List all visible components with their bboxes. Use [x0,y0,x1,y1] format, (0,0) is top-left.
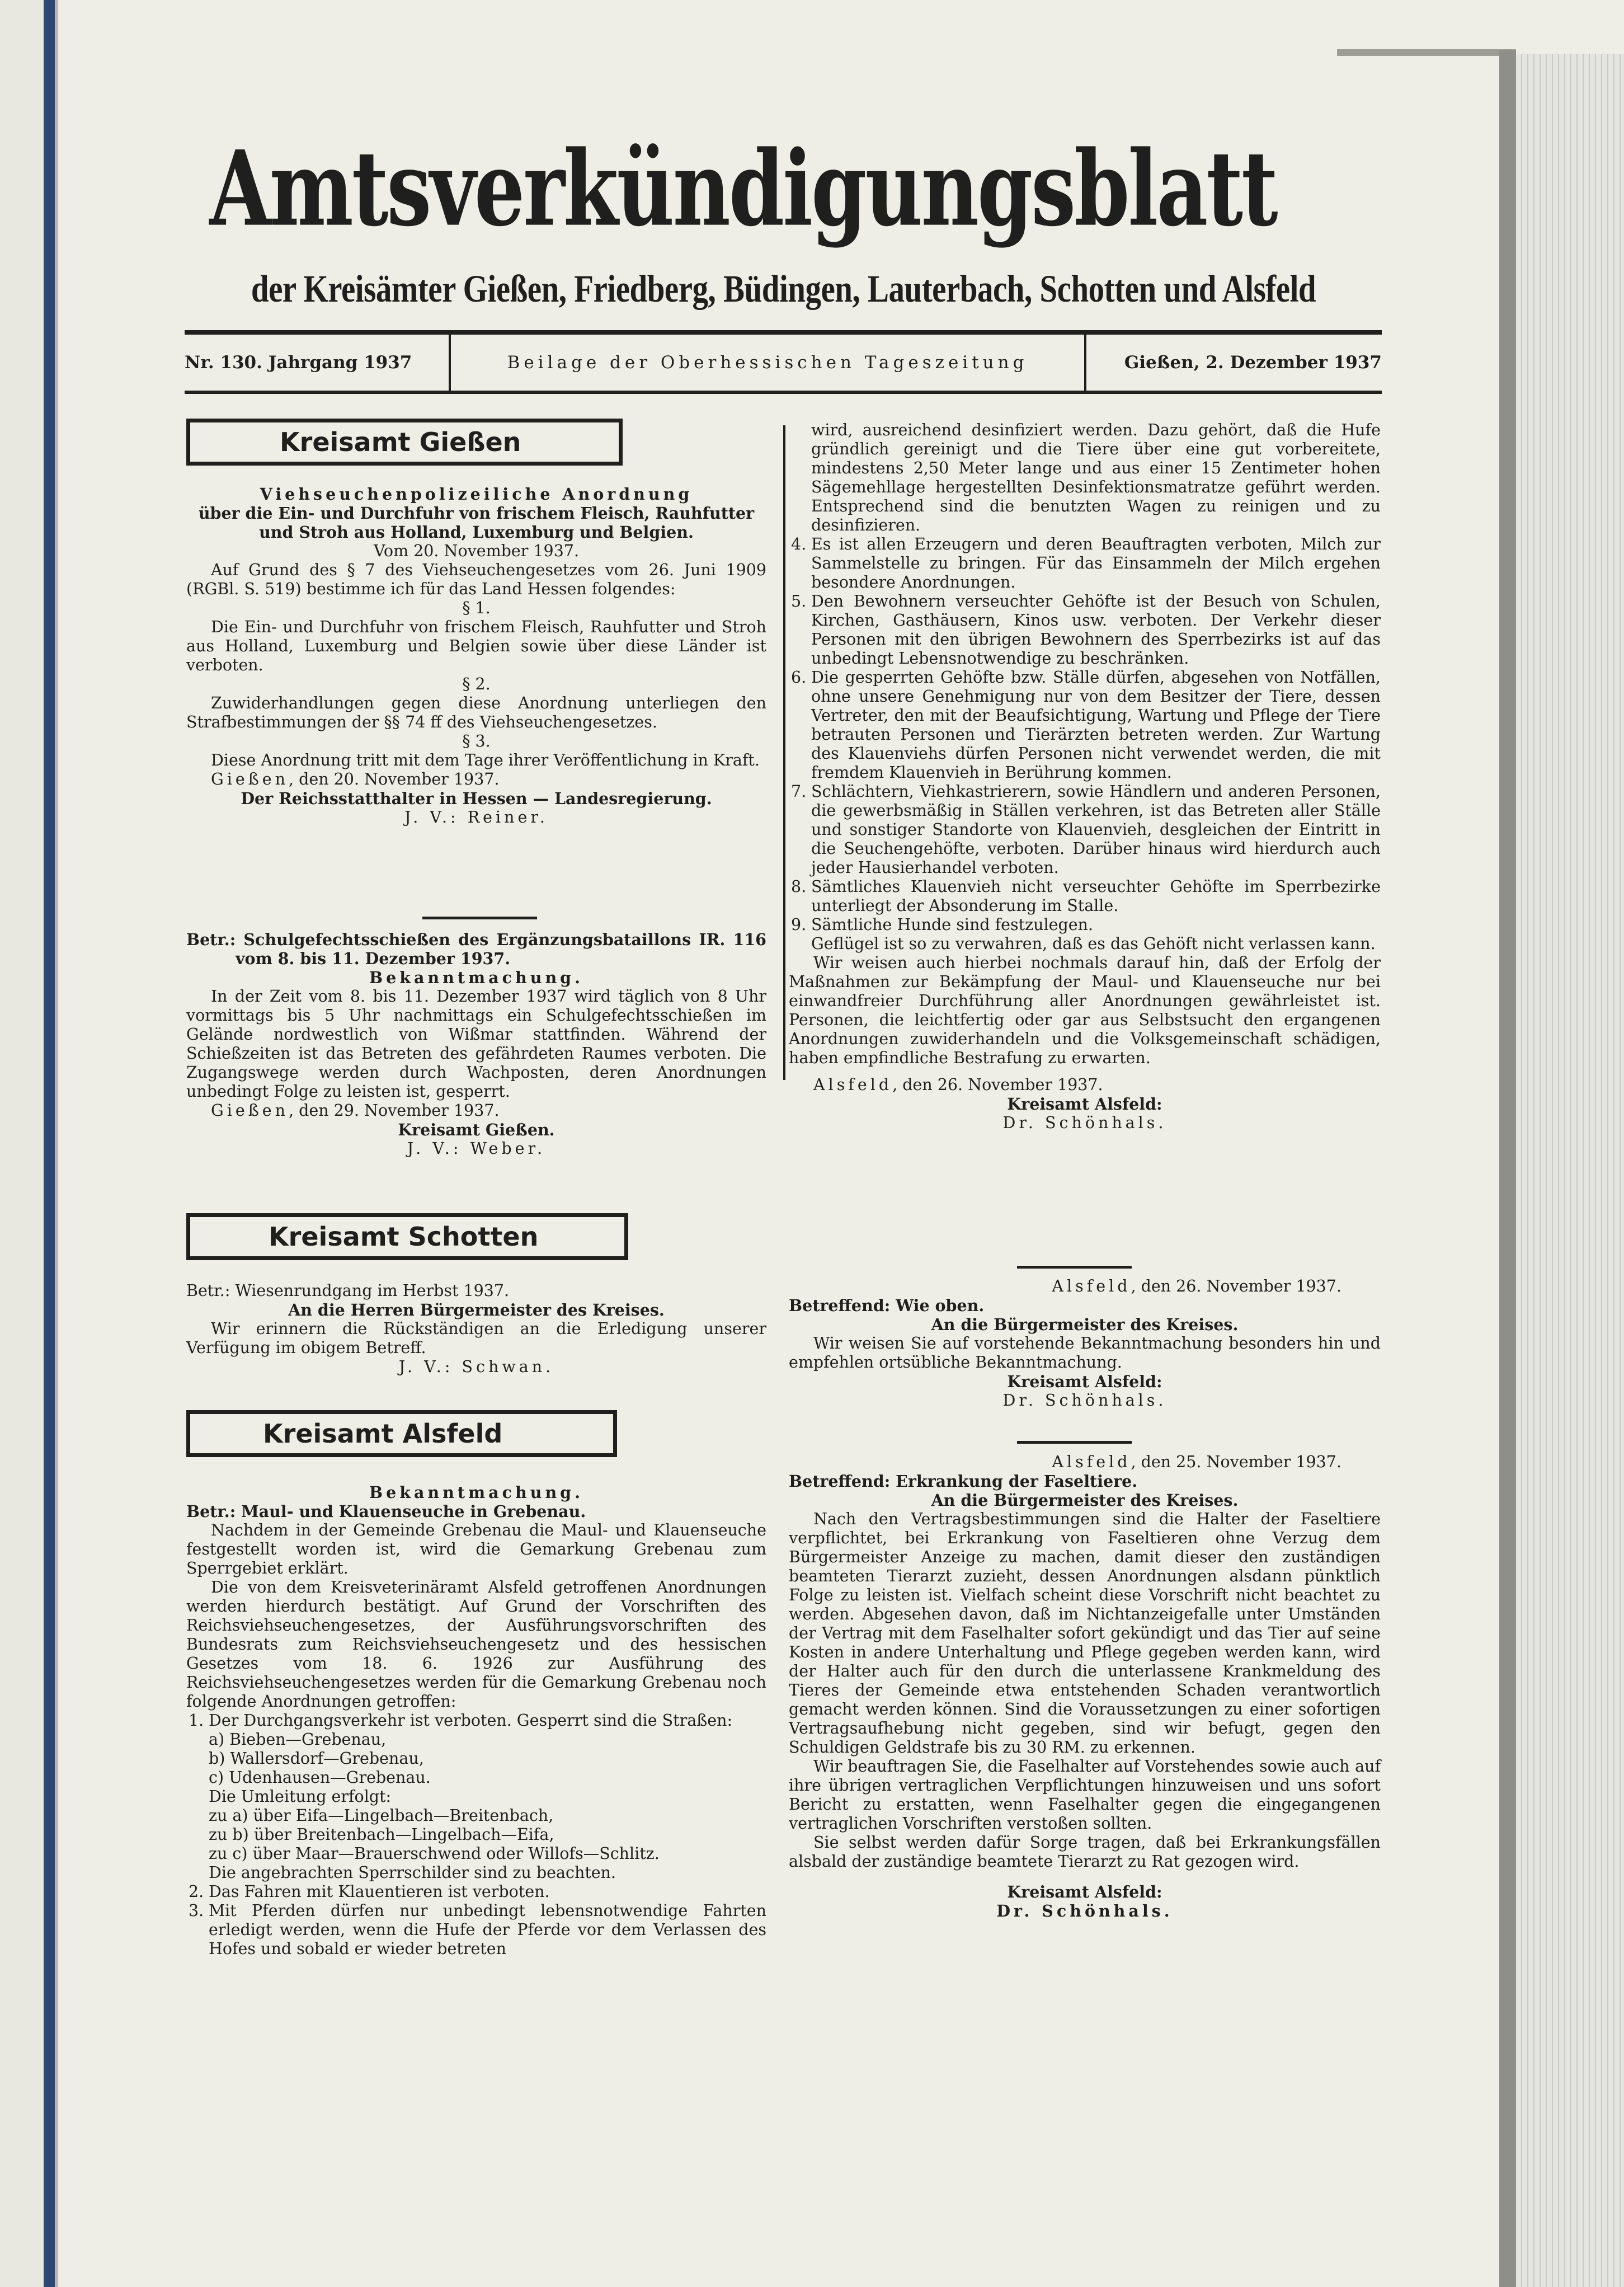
ordinance-heading: Viehseuchenpolizeiliche Anordnung [260,485,693,504]
section-box-kreisamt-alsfeld [186,1410,617,1457]
item-text: Schlächtern, Viehkastrierern, sowie Händlern und anderen Personen, die gewerbsmäßig in Ställen verkehren, ist das Betreten aller Ställe und sonstiger Standorte von Klauenvieh, desgleichen der Eintritt in die Seuchengehöfte, verboten. Darüber hinaus wird hierdurch auch jeder Hausierhandel verboten. [811,782,1381,877]
place-city: Gießen [211,770,289,788]
detour-line: zu a) über Eifa—Lingelbach—Breitenbach, [209,1806,554,1825]
section-box-kreisamt-giessen [186,419,623,466]
list-item [789,782,1381,877]
notice-paragraph: Nach den Vertragsbestimmungen sind die Halter der Faseltiere verpflichtet, bei Erkrankung von Faseltieren ohne Verzug dem Bürgermeister Anzeige zu machen, damit dieser den zuständigen beamteten Tierarzt zuzieht, dessen Anordnungen alsdann pünktlich Folge zu leisten ist. Vielfach scheint diese Vorschrift nicht beachtet zu werden. Abgesehen davon, daß im Nichtanzeigefalle unter Umständen der Vertrag mit dem Faselhalter sofort gekündigt und das Tier auf seine Kosten in andere Unterhaltung und Pflege gegeben werden kann, wird der Halter auch für den durch die unterlassene Krankmeldung des Tieres der Gemeinde etwa entstehenden Schaden verantwortlich gemacht werden können. Sind die Voraussetzungen zu einer sofortigen Vertragsaufhebung nicht gegeben, sind wir befugt, gegen den Schuldigen Geldstrafe bis zu 30 RM. zu erkennen. [789,1510,1381,1757]
section-text: Zuwiderhandlungen gegen diese Anordnung unterliegen den Strafbestimmungen der §§ 74 ff des Viehseuchengesetzes. [186,694,766,731]
notice-foot-and-mouth [186,1483,766,1959]
notice-body: Wir erinnern die Rückständigen an die Erledigung unserer Verfügung im obigem Betreff. [186,1319,766,1357]
item-text: Das Fahren mit Klauentieren ist verboten. [209,1882,550,1901]
notice-heading: Bekanntmachung. [369,968,584,987]
place-date-line [186,770,766,789]
issue-number: Nr. 130. Jahrgang 1937 [185,353,412,373]
section-text: Diese Anordnung tritt mit dem Tage ihrer Veröffentlichung in Kraft. [211,751,760,769]
signature: J. V.: Reiner. [404,808,548,826]
item-number: 1. [189,1711,204,1730]
road-line: b) Wallersdorf—Grebenau, [209,1749,424,1768]
supplement-label: Beilage der Oberhessischen Tageszeitung [449,335,1086,391]
ordinance-giessen [186,485,766,827]
item-number: 2. [189,1882,204,1901]
signature: J. V.: Weber. [407,1139,546,1158]
road-line: a) Bieben—Grebenau, [209,1730,387,1749]
signature: Dr. Schönhals. [996,1901,1173,1920]
item-text: Mit Pferden dürfen nur unbedingt lebensnotwendige Fahrten erledigt werden, wenn die Hufe der Pferde vor dem Verlassen des Hofes und sobald er wieder betreten [209,1901,766,1958]
item-text: Die gesperrten Gehöfte bzw. Ställe dürfen, abgesehen von Notfällen, ohne unsere Genehmigung nur von dem Besitzer der Tiere, dessen Vertreter, den mit der Beaufsichtigung, Wartung und Pflege der Tiere betrauten Personen und Tierärzten betreten werden. Zur Wartung des Klauenviehs dürfen Personen nicht verwendet werden, die mit fremdem Klauenvieh in Berührung kommen. [811,668,1381,782]
issue-date: Gießen, 2. Dezember 1937 [1124,353,1382,373]
signature: Dr. Schönhals. [1002,1114,1167,1132]
ordinance-subheading: über die Ein- und Durchfuhr von frischem Fleisch, Rauhfutter und Stroh aus Holland, Luxemburg und Belgien. [198,504,755,542]
separator-rule [1017,1266,1132,1269]
place-date-line [789,1076,1381,1095]
place-date-line [789,1277,1381,1296]
item-number: 5. [791,592,807,611]
place-date-line [186,1101,766,1120]
item-text: Sämtliches Klauenvieh nicht verseuchter Gehöfte im Sperrbezirke unterliegt der Absonderung im Stalle. [811,877,1381,915]
book-binding [44,0,55,2287]
notice-subject: Betr.: Wiesenrundgang im Herbst 1937. [186,1281,510,1300]
notice-paragraph: Die von dem Kreisveterinäramt Alsfeld getroffenen Anordnungen werden hierdurch bestätigt. Auf Grund der Vorschriften des Reichsviehseuchengesetzes, der Ausführungsvorschriften des Bundesrats zum Reichsviehseuchengesetz und des hessischen Gesetzes vom 18. 6. 1926 zur Ausführung des Reichsviehseuchengesetzes werden für die Gemarkung Grebenau noch folgende Anordnungen getroffen: [186,1578,766,1711]
item-number: 3. [189,1901,204,1920]
column-divider [783,425,785,1080]
list-item [789,668,1381,782]
notice-subject: Betr.: Maul- und Klauenseuche in Grebenau. [186,1502,586,1521]
closing-paragraph: Wir weisen auch hierbei nochmals darauf hin, daß der Erfolg der Maßnahmen zur Bekämpfung der Maul- und Klauenseuche nur bei einwandfreier Durchführung aller Anordnungen gewährleistet ist. Personen, die leichtfertig oder gar aus Selbstsucht den ergangenen Anordnungen zuwiderhandeln und die Volksgemeinschaft schädigen, haben empfindliche Bestrafung zu erwarten. [789,954,1381,1067]
binding-shadow [55,0,58,2287]
signature: Dr. Schönhals. [1002,1391,1167,1410]
notice-body: In der Zeit vom 8. bis 11. Dezember 1937 wird täglich von 8 Uhr vormittags bis 5 Uhr nachmittags ein Schulgefechtsschießen im Gelände nordwestlich von Wißmar stattfinden. Während der Schießzeiten ist das Betreten des gefährdeten Raumes verboten. Die Zugangswege werden durch Wachposten, deren Anordnungen unbedingt Folge zu leisten ist, gesperrt. [186,987,766,1101]
item-text: Sämtliche Hunde sind festzulegen. [811,915,1093,934]
masthead-subtitle: der Kreisämter Gießen, Friedberg, Büdingen, Lauterbach, Schotten und Alsfeld [251,268,1316,311]
item-number: 8. [791,877,807,896]
place-date: , den 26. November 1937. [1131,1277,1341,1295]
place-city: Alsfeld [1052,1277,1131,1295]
authority: Kreisamt Alsfeld: [1007,1095,1162,1114]
detour-note: Die angebrachten Sperrschilder sind zu beachten. [209,1863,616,1882]
item-continuation: wird, ausreichend desinfiziert werden. Dazu gehört, daß die Hufe gründlich gereinigt und die Tiere über eine gut vorbereitete, mindestens 2,50 Meter lange und aus einer 15 Zentimeter hohen Sägemehllage hergestellten Desinfektionsmatratze geführt werden. Entsprechend sind die benutzten Wagen zu reinigen und zu desinfizieren. [811,421,1381,534]
notice-addressee: An die Bürgermeister des Kreises. [931,1315,1239,1334]
item-number: 7. [791,782,807,801]
list-item [789,535,1381,592]
masthead-title: Amtsverkündigungsblatt [209,129,1277,250]
notice-subject: Betr.: Schulgefechtsschießen des Ergänzungsbataillons IR. 116 vom 8. bis 11. Dezember 1937. [186,930,766,968]
list-item [789,877,1381,915]
issue-info-bar [185,330,1382,394]
place-date: , den 26. November 1937. [892,1076,1103,1094]
item-text: Den Bewohnern verseuchter Gehöfte ist der Besuch von Schulen, Kirchen, Gasthäusern, Kinos usw. verboten. Der Verkehr dieser Personen mit den übrigen Bewohnern des Sperrbezirks ist auf das unbedingt Lebensnotwendige zu beschränken. [811,592,1381,668]
separator-rule [1017,1441,1132,1444]
detour-line: zu b) über Breitenbach—Lingelbach—Eifa, [209,1825,554,1844]
ordinance-intro: Auf Grund des § 7 des Viehseuchengesetzes vom 26. Juni 1909 (RGBl. S. 519) bestimme ich für das Land Hessen folgendes: [186,561,766,598]
notice-body: Wir weisen Sie auf vorstehende Bekanntmachung besonders hin und empfehlen ortsübliche Bekanntmachung. [789,1334,1381,1372]
signature: J. V.: Schwan. [398,1358,554,1376]
place-date: , den 29. November 1937. [289,1101,500,1120]
authority: Kreisamt Gießen. [398,1120,555,1139]
place-city: Alsfeld [1052,1453,1131,1471]
item-number: 9. [791,915,807,934]
notice-shooting-exercise [186,930,766,1158]
notice-heading: Bekanntmachung. [369,1483,584,1502]
item-text: Der Durchgangsverkehr ist verboten. Gesperrt sind die Straßen: [209,1711,733,1730]
notice-addressee: An die Herren Bürgermeister des Kreises. [288,1300,665,1319]
notice-subject: Betreffend: Wie oben. [789,1296,985,1315]
section-title: Kreisamt Schotten [269,1222,539,1252]
list-item [186,1711,766,1882]
page-edge-shadow [1499,50,1516,2287]
detour-line: zu c) über Maar—Brauerschwend oder Willofs—Schlitz. [209,1844,660,1863]
section-title: Kreisamt Alsfeld [263,1419,503,1449]
place-date: , den 25. November 1937. [1131,1453,1341,1471]
notice-alsfeld-announcement [789,1277,1381,1410]
section-number: § 3. [462,732,491,750]
ordinance-date: Vom 20. November 1937. [373,542,580,560]
notice-breeding-animals [789,1453,1381,1920]
page-corner-shadow [1337,49,1516,56]
notice-paragraph: Sie selbst werden dafür Sorge tragen, daß bei Erkrankungsfällen alsbald der zuständige beamtete Tierarzt zu Rat gezogen wird. [789,1833,1381,1871]
poultry-note: Geflügel ist so zu verwahren, daß es das Gehöft nicht verlassen kann. [811,934,1376,953]
section-box-kreisamt-schotten [186,1213,628,1260]
authority: Kreisamt Alsfeld: [1007,1372,1162,1391]
section-text: Die Ein- und Durchfuhr von frischem Fleisch, Rauhfutter und Stroh aus Holland, Luxemburg und Belgien sowie über diese Länder ist verboten. [186,618,766,674]
notice-paragraph: Nachdem in der Gemeinde Grebenau die Maul- und Klauenseuche festgestellt worden ist, wird die Gemarkung Grebenau zum Sperrgebiet erklärt. [186,1521,766,1577]
left-page-edge [0,0,44,2287]
notice-subject: Betreffend: Erkrankung der Faseltiere. [789,1472,1138,1491]
authority: Kreisamt Alsfeld: [1007,1882,1162,1901]
place-city: Alsfeld [813,1076,893,1094]
place-date: , den 20. November 1937. [289,770,500,788]
list-item [789,592,1381,668]
detour-label: Die Umleitung erfolgt: [209,1787,392,1806]
page-stack-edge [1516,54,1624,2287]
list-item [186,1882,766,1901]
item-number: 6. [791,668,807,687]
notice-addressee: An die Bürgermeister des Kreises. [931,1491,1239,1510]
place-city: Gießen [211,1101,289,1120]
item-text: Es ist allen Erzeugern und deren Beauftragten verboten, Milch zur Sammelstelle zu bringen. Für das Einsammeln der Milch ergehen besondere Anordnungen. [811,535,1381,591]
list-item [186,1901,766,1959]
item-number: 4. [791,535,807,553]
section-number: § 1. [462,599,491,617]
notice-schotten [186,1281,766,1377]
section-number: § 2. [462,675,491,693]
section-title: Kreisamt Gießen [280,427,521,457]
road-line: c) Udenhausen—Grebenau. [209,1768,431,1787]
place-date-line [789,1453,1381,1472]
list-item [789,915,1381,934]
authority: Der Reichsstatthalter in Hessen — Landesregierung. [241,789,712,808]
notice-paragraph: Wir beauftragen Sie, die Faselhalter auf Vorstehendes sowie auch auf ihre übrigen vertraglichen Verpflichtungen hinzuweisen und uns sofort Bericht zu erstatten, wenn Faselhalter gegen die eingegangenen vertraglichen Vorschriften verstoßen sollten. [789,1757,1381,1833]
notice-foot-and-mouth-continued [789,421,1381,1133]
separator-rule [422,917,537,919]
